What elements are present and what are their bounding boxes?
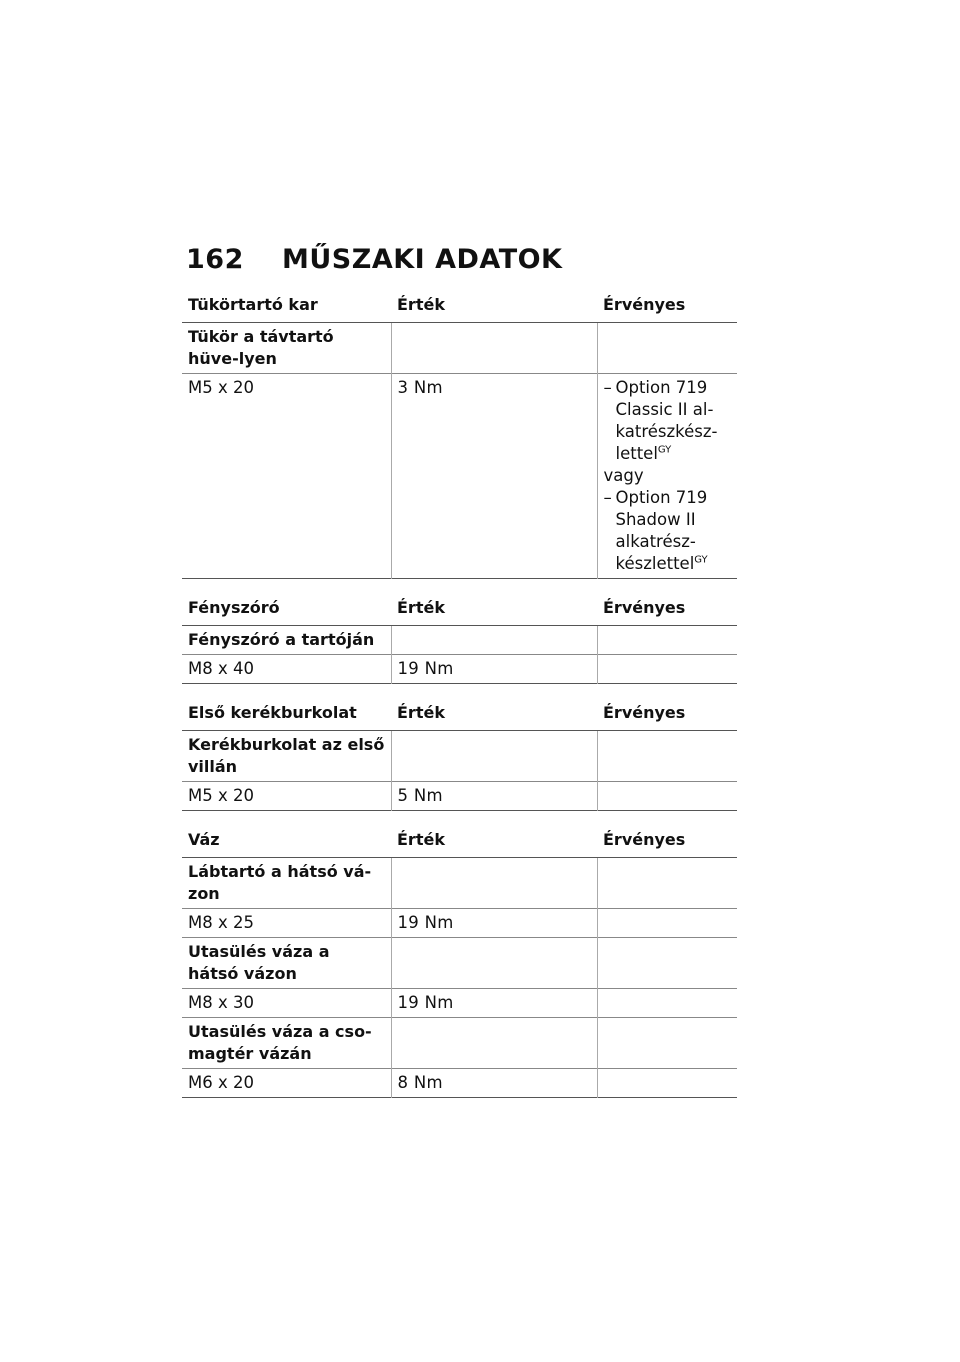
part-name: Utasülés váza a hátsó vázon	[188, 942, 330, 983]
validity-separator: vagy	[603, 466, 644, 485]
spec-table-front-mudguard	[182, 698, 737, 811]
table-row	[182, 989, 737, 1018]
torque-value: 19 Nm	[391, 655, 597, 684]
validity-entry	[604, 377, 732, 465]
torque-value	[391, 858, 597, 909]
table-row	[182, 374, 737, 579]
column-header-part: Tükörtartó kar	[182, 290, 391, 323]
column-header-value: Érték	[391, 698, 597, 731]
table-row	[182, 909, 737, 938]
column-header-valid: Érvényes	[597, 698, 737, 731]
table-row	[182, 1069, 737, 1098]
validity-cell	[597, 938, 737, 989]
table-row	[182, 323, 737, 374]
country-code: GY	[657, 444, 672, 456]
column-header-valid: Érvényes	[597, 825, 737, 858]
torque-value	[391, 626, 597, 655]
validity-entry	[604, 487, 732, 575]
table-row	[182, 731, 737, 782]
part-name: Lábtartó a hátsó vá-zon	[188, 862, 372, 903]
table-header-row	[182, 698, 737, 731]
page-title: MŰSZAKI ADATOK	[282, 244, 563, 275]
validity-cell	[597, 909, 737, 938]
validity-cell	[597, 858, 737, 909]
country-code: GY	[694, 554, 708, 566]
torque-value	[391, 1018, 597, 1069]
torque-value: 5 Nm	[391, 782, 597, 811]
torque-value	[391, 938, 597, 989]
torque-value: 19 Nm	[391, 909, 597, 938]
validity-cell	[597, 1069, 737, 1098]
spec-table-mirror-arm	[182, 290, 737, 579]
torque-value: 8 Nm	[391, 1069, 597, 1098]
page-header	[186, 244, 562, 275]
validity-text: Option 719 Classic II al-katrészkész-lettel	[615, 378, 718, 463]
part-name: Utasülés váza a cso-magtér vázán	[188, 1022, 372, 1063]
table-row	[182, 1018, 737, 1069]
table-header-row	[182, 825, 737, 858]
column-header-valid: Érvényes	[597, 593, 737, 626]
torque-value	[391, 731, 597, 782]
torque-value	[391, 323, 597, 374]
bolt-size: M8 x 30	[188, 993, 254, 1012]
bolt-size: M6 x 20	[188, 1073, 254, 1092]
column-header-valid: Érvényes	[597, 290, 737, 323]
part-name: Fényszóró a tartóján	[188, 630, 375, 649]
table-row	[182, 655, 737, 684]
table-row	[182, 938, 737, 989]
validity-cell	[597, 1018, 737, 1069]
table-header-row	[182, 290, 737, 323]
page-number: 162	[186, 244, 244, 275]
validity-cell	[597, 323, 737, 374]
validity-cell	[597, 374, 737, 579]
bolt-size: M8 x 40	[188, 659, 254, 678]
torque-value: 19 Nm	[391, 989, 597, 1018]
table-row	[182, 782, 737, 811]
validity-text: Option 719 Shadow II alkatrész-készlettel	[615, 488, 708, 573]
column-header-part: Első kerékburkolat	[182, 698, 391, 731]
bolt-size: M8 x 25	[188, 913, 254, 932]
torque-value: 3 Nm	[391, 374, 597, 579]
table-row	[182, 626, 737, 655]
bolt-size: M5 x 20	[188, 378, 254, 397]
column-header-value: Érték	[391, 593, 597, 626]
table-header-row	[182, 593, 737, 626]
column-header-part: Fényszóró	[182, 593, 391, 626]
spec-table-frame	[182, 825, 737, 1098]
spec-table-headlight	[182, 593, 737, 684]
validity-cell	[597, 989, 737, 1018]
part-name: Tükör a távtartó hüve-lyen	[188, 327, 334, 368]
bolt-size: M5 x 20	[188, 786, 254, 805]
column-header-value: Érték	[391, 290, 597, 323]
table-row	[182, 858, 737, 909]
column-header-part: Váz	[182, 825, 391, 858]
validity-cell	[597, 626, 737, 655]
validity-cell	[597, 782, 737, 811]
validity-cell	[597, 731, 737, 782]
column-header-value: Érték	[391, 825, 597, 858]
spec-content	[182, 290, 737, 1098]
dash-bullet: –	[603, 378, 612, 397]
dash-bullet: –	[603, 488, 612, 507]
validity-cell	[597, 655, 737, 684]
part-name: Kerékburkolat az első villán	[188, 735, 385, 776]
